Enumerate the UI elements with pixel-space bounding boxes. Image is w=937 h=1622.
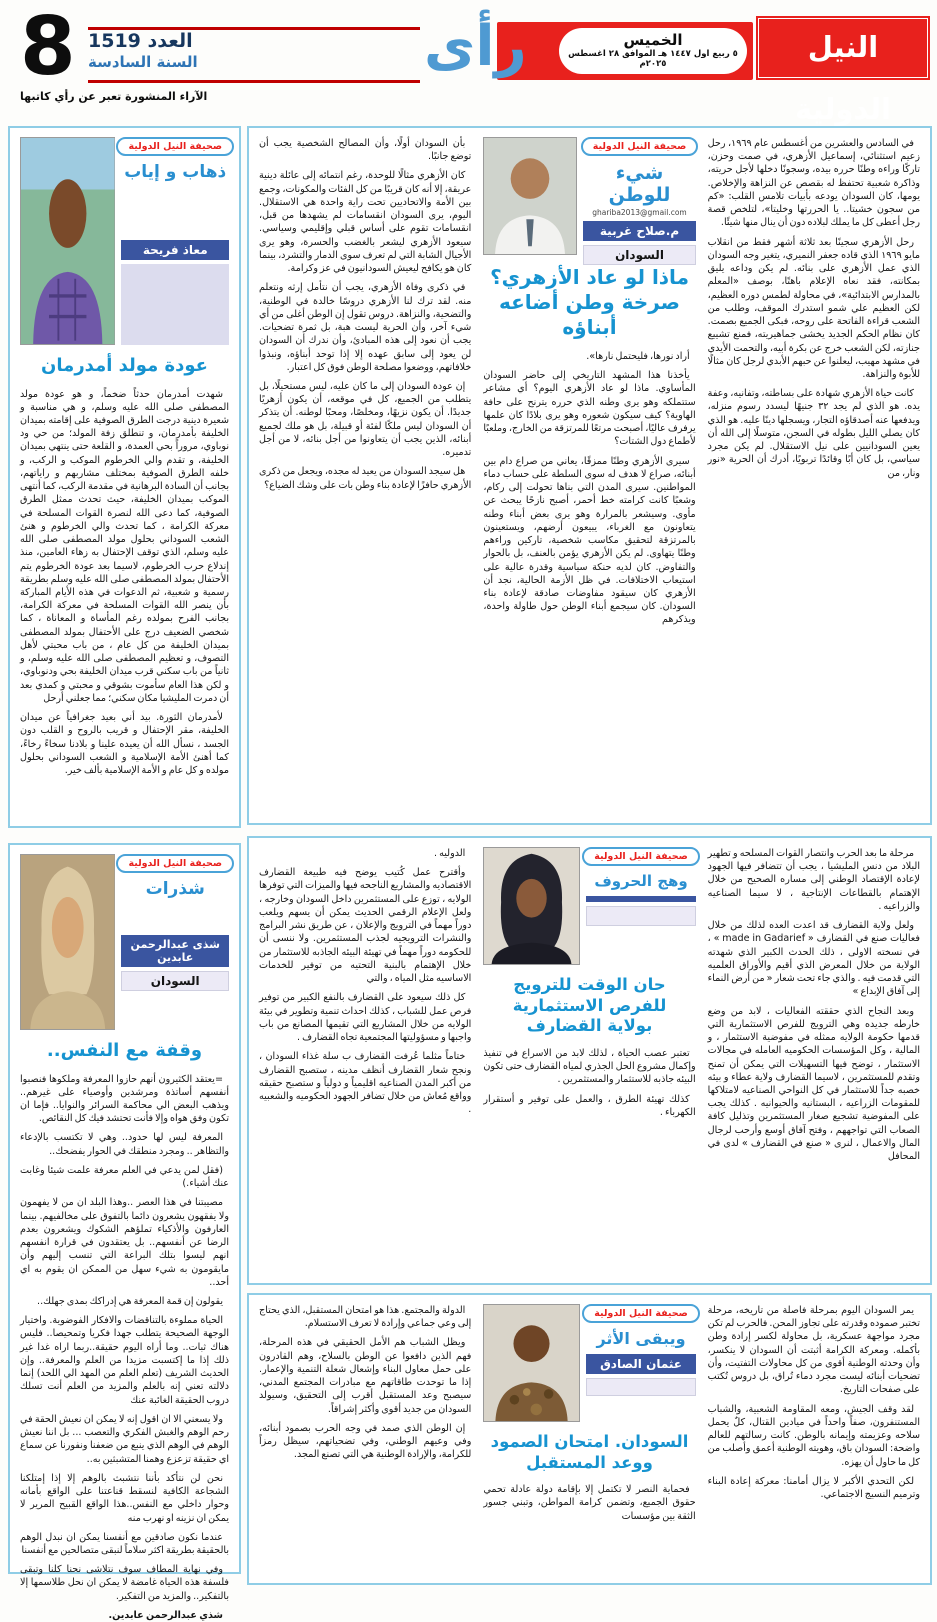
article-body: شهدت أمدرمان حدثاً ضخماً، و هو عودة مولد المصطفى صلى الله عليه وسلم، و هي مناسبة و شعيرة دينية درجت الطرق الصوفية على إقامته بميدان الخليفة بأمدرمان، و تنطلق زفة المولد؛ من حي ود نوباوي، مروراً بحي العمدة، و القلعة حتى ينتهي بميدان الخليفة، و تقدم والي الخرطوم الموكب و الركب، و خلفه الطرق الصوفية بمختلف مشاربهم و راياتهم، بجانب أن السادة البرهانية في مقدمة الركب، كما أنتهى الموكب بميدان الخليفة، حيث تحدث ممثل الطرق الصوفية، كما دعى الله لنصرة القوات المسلحة في معركة الكرامة ، كما تحدث والي الخرطوم و هنئ الشعب السوداني بحلول مولد المصطفى صلى الله عليه وسلم، الذي توقف الإحتفال به زهاء العامين، منذ إندلاع حرب الخرطوم، لاسيما بعد عودة الخرطوم يتم الأحتفال بمولد المصطفى صلى الله عليه وسلم بطريقة رسمية و شعبية، ثم الدعوات في هذه الأيام المباركة بأن ينصر الله القوات المسلحة في معركة الكرامة، بجانب الفرح بمولده رغم المأساة و المعاناة ، كما شخصي الضعيف درج على الأحتفال بمولد المصطفى بميدان الخليفة من كل عام ، من باب محبتي لأهل التصوف، و تعظيم المصطفى صلى الله عليه وسلم، و ثانياً من باب سكني قرب ميدان الخليفة بحي ودنوباوي، و لكن هذا العام سأموت بشوقي و محبتي و كمدي بعد أن دمرت المليشيا مكان سكني؛ مما جعلني أرحل لأمدرمان الثورة. بيد أني بعيد جغرافياً عن ميدان الخليفة، مقر الإحتفال و قريب بالروح و القلب دون الجسد ، نسأل الله أن يعيده علينا و بلادنا سخاءً رخاءً، كما أهنئ الأمة الإسلامية و الشعب السوداني بحلول مولده و كل عام و الأمة الإسلامية بألف خير. (20, 388, 229, 778)
column-name: شيء للوطن (583, 160, 695, 208)
column-name: وهج الحروف (586, 870, 695, 892)
author-name-bar (586, 896, 695, 902)
person-silhouette-icon (484, 1305, 579, 1421)
paper-badge: صحيفة النيل الدولية (582, 1304, 700, 1323)
column-header (20, 854, 229, 1030)
athar-column-middle (483, 1304, 695, 1574)
author-photo (483, 137, 577, 255)
author-photo (483, 847, 580, 965)
article-gadarif (247, 836, 932, 1285)
azhari-column-right: في السادس والعشرين من أغسطس عام ١٩٦٩، رحل زعيم استثنائي، إسماعيل الأزهري، في صمت وحزن، تاركًا وراءه وطنًا حرره بيده، وسجونًا دخلها لأجل حريته، وذاكرة شعبية تحتفظ له بقصص عن النزاهة والإخلاص. يومها، كان السودان يودعه بأبيات تلامس القلب: «كم من سجون خشيتا.. يا الحررتها وخليتا»، لتلخص قصة رجل أعطى كل ما يملك لبلاده دون أن ينال منها شيئًا. رحل الأزهري سجينًا بعد ثلاثة أشهر فقط من انقلاب مايو ١٩٦٩ الذي قاده جعفر النميري، يتغير وجه السودان الذي عمل الأزهري على بنائه. لم يكن وداعه يليق بمكانته، فقد نعاه الإعلام باهتًا، بوصف «المعلم بالمدارس الابتدائية»، في محاولة لطمس دوره العظيم، لكن العظيم علي شمو استدرك الموقف، وطلب من الشعب قراءة الفاتحة على روحه، فبكى الجميع بصمت. كان نظام الحكم الجديد يخشى جماهيريته، فمنع تشييع جنازته، لكن الشعب خرج عن بكرة أبيه، والتحمت الأيدي في مشهد مهيب، ليعلنوا عن حبهم الأبدي لرجل كان مثالًا للأبوة والنزاهة. كانت حياة الأزهري شهادة على بساطته، وتفانيه، وعفة يده. هو الذي لم يجد ٣٢ جنيهًا ليسدد رسوم منزله، ويدفعها عنه أصدقاؤه التجار، ويسجلها دينًا عليه. هو الذي كان يصلي الليل بطوله في السجن، متوسلًا إلى الله أن يعين السودانيين على نيل الاستقلال. لم يكن مجرد سياسي، بل كان أبًا وقائدًا تربويًا، أدرك أن الحرية «نور ونار، من (708, 137, 920, 814)
date-line: ٥ ربيع اول ١٤٤٧ هـ الموافق ٢٨ اغسطس ٢٠٢٥م (559, 49, 747, 69)
column-name: ويبقى الأثر (586, 1327, 695, 1350)
article-body-middle: تعتبر عصب الحياة ، لذلك لابد من الاسراع في تنفيذ وإكمال مشروع الحل الجذري لمياه القضارف حتى تكون البيئه جاذبه للاستثمار والمستثمرين . كذلك تهيئة الطرق ، والعمل على توفير و أستقرار الكهرباء . (483, 1047, 695, 1119)
article-title: حان الوقت للترويج للفرص الاستثمارية بولاية القضارف (487, 975, 691, 1037)
country-bar (586, 1378, 695, 1396)
article-title: ماذا لو عاد الأزهري؟ صرخة وطن أضاعه أبناؤه (487, 265, 691, 340)
article-body-middle: أراد نورها، فليحتمل نارها». يأخذنا هذا المشهد التاريخي إلى حاضر السودان المأساوي. ماذا لو عاد الأزهري اليوم؟ أي مشاعر ستتملكه وهو يرى وطنه الذي حرره يترنح على حافة الهاوية؟ كيف سيكون شعوره وهو يرى بلادًا كان علمها يرفرف عاليًا، أصبحت مرتعًا للمرتزقة من الخارج، وملعبًا لأطماع دول الشتات؟ سيرى الأزهري وطنًا ممزقًا، يعاني من صراع دام بين أبنائه، صراع لا هدف له سوى السلطة على حساب دماء المواطنين. سيرى المدن التي بناها تحولت إلى ركام، وشعبًا كانت كرامته خط أحمر، أصبح نازحًا يبحث عن مأوى. وسيشعر بالمرارة وهو يرى بعض أبناء وطنه يتعاونون مع الغرباء، يبيعون أرضهم، ويستعينون بالمرتزقة لتحقيق مكاسب شخصية، تاركين وراءهم وطنًا يتهاوى. لم يكن الأزهري يؤمن بالعنف، بل بالحوار والتفاوض. كان لديه حنكة سياسية وقدرة عالية على استيعاب الاختلافات. في ظل الأزمة الحالية، نجد أن الأزهري كان سيقود مفاوضات صادقة لإعادة بناء السودان. كان سيجمع أبناء الوطن حول طاولة واحدة، ويذكرهم (483, 350, 695, 627)
header-rule-bottom (88, 80, 420, 83)
author-photo (20, 854, 115, 1030)
author-name-bar: م.صلاح غربية (583, 221, 695, 241)
athar-column-left: الدولة والمجتمع. هذا هو امتحان المستقبل، الذي يحتاج إلى وعي جماعي وإرادة لا تعرف الاستسلام. ويظل الشباب هم الأمل الحقيقي في هذه المرحلة، فهم الذين دافعوا عن الوطن بالسلاح، وهم القادرون على حمل معاول البناء وإشعال شعلة التنمية والإعمار. إذا ما توحدت طاقاتهم مع مبادرات المجتمع المدني، سيصبح وعد المستقبل أقرب إلى التحقيق، وسيولد السودان من جديد أقوى وأكثر إشراقاً. إن الوطن الذي صمد في وجه الحرب بصمود أبنائه، وفي وعيهم الوطني، وفي تضحياتهم، سيظل رمزاً للكرامة، والإرادة الوطنية هي التي تصنع المجد. (259, 1304, 471, 1574)
column-name: شذرات (121, 877, 229, 901)
gadarif-column-middle (483, 847, 695, 1274)
person-silhouette-icon (21, 855, 114, 1029)
gadarif-column-right: مرحلة ما بعد الحرب وانتصار القوات المسلحه و تطهير البلاد من دنس المليشيا ، يجب أن تتضافر فيها الجهود لإعادة الإقتصاد الوطني إلى مساره الصحيح من خلال الإهتمام بالقطاعات الإنتاجية ، لا سيما الصناعيه والزراعيه . ولعل ولاية القضارف قد اعدت العده لذلك من خلال فعاليات صنع في القضارف « made in Gadarief » ، في نسخته الاولى ، ذلك الحدث الكبير الذي شهدته الولاية من خلال المعرض الذي أقيم والأوراق العلميه التي قدمت فيه . والذي جاء تحت شعار « من أرض النماء إلى آفاق الإبداع » وبعد النجاح الذي حققته الفعاليات ، لابد من وضع خارطه جديده وهي الترويج للفرص الاستثمارية التي قدمها حكومة الولايه ممثله في مفوضية الاستثمار ، و المالية ، وكل المؤسسات الحكوميه العامله في مجالات الاستثمار ، توضح فيها التسهيلات التي يمكن أن تمنح وتقدم للمستثمرين ، لاسيما القضارف ولاية عطاء و بيئه خصبه جداً للاستثمار في كل النواحي الصناعيه لامتلاكها للمقومات الزراعيه ، البستانيه والحيوانيه . كذلك يجب على المفوضية تشجيع صغار المستثمرين وتذليل كافة الصعاب التي تواجههم ، وفتح آفاق أوسع وأرحب لرجال المال والاعمال ، لنرى « صنع في القضارف » لدى في المحافل (708, 847, 920, 1274)
label-filler (121, 264, 229, 345)
author-email: ghariba2013@gmail.com (583, 208, 695, 217)
person-silhouette-icon (484, 848, 579, 964)
column-header (483, 1304, 695, 1422)
issue-year: السنة السادسة (88, 53, 198, 71)
paper-badge: صحيفة النيل الدولية (582, 847, 700, 866)
author-name-bar: شذى عبدالرحمن عابدين (121, 935, 229, 967)
article-title: وقفة مع النفس.. (24, 1040, 225, 1063)
author-photo (483, 1304, 580, 1422)
issue-number: العدد 1519 (88, 30, 193, 52)
date-pill (559, 28, 747, 74)
column-name: ذهاب و إياب (121, 160, 229, 184)
author-photo (20, 137, 115, 345)
article-title: السودان. امتحان الصمود ووعد المستقبل (487, 1432, 691, 1473)
azhari-column-left: بأن السودان أولًا، وأن المصالح الشخصية يجب أن توضع جانبًا. كان الأزهري مثالًا للوحدة، رغم انتمائه إلى عائلة دينية عريقة، إلا أنه كان قريبًا من كل الفئات والمكونات، وجمع بين الأمة والاتحاديين تحت راية واحدة هي الاستقلال. اليوم، يرى السودان انقسامات لم يشهدها من قبل، انقسامات تقوم على أساس قبلي وإقليمي وسياسي. سيعود الأزهري ليشعر بالغضب والحسرة، وهو يرى الأجيال الشابة التي لم تعرف سوى الدمار والتشرد، بينما كان هو يكافح ليعيش السودانيون في عز وكرامة. في ذكرى وفاة الأزهري، يجب أن نتأمل إرثه ونتعلم منه. لقد ترك لنا الأزهري دروسًا خالدة في الوطنية، والتضحية، والنزاهة. دروس تقول إن الوطن أغلى من أي شيء آخر، وأن الحرية ليست هبة، بل ثمرة تضحيات. يجب أن نعود إلى هذه المبادئ، وأن ندرك أن السودان لن يعود إلى سابق عهده إلا إذا توحد أبناؤه، ونبذوا خلافاتهم، ووضعوا مصلحة الوطن فوق كل اعتبار. إن عودة السودان إلى ما كان عليه، ليس مستحيلًا، بل يتطلب من الجميع، كل في موقعه، أن يكون أزهريًا جديدًا. أن يكون نزيهًا، ومخلصًا، ومحبًا لوطنه. أن يتذكر أن السودان ليس ملكًا لفئة أو قبيلة، بل هو ملك لجميع أبنائه، الذين يجب أن يتعاونوا من أجل بنائه، لا من أجل تدميره. هل سيجد السودان من يعيد له مجده، ويجعل من ذكرى الأزهري حافزًا لإعادة بناء وطن بات على وشك الضياع؟ (259, 137, 471, 814)
article-body: =يعتقد الكثيرون أنهم حازوا المعرفة وملكوها فنصبوا أنفسهم أساتذة ومرشدين وأوصياء على غيرهم.. ويذهب البعض الي محاكمة السرائر والنوايا.. فإما ان تكون وفق هواه وإلا فأنت تحتشد فيك كل النقائص. المعرفة ليس لها حدود.. وهي لا تكتسب بالإدعاء والتظاهر .. ومجرد منطقك في الحوار يفضحك.. (فقل لمن يدعي في العلم معرفة علمت شيئا وغابت عنك أشياء.) مصيبتنا في هذا العصر ..وهذا البلد ان من لا يفهمون ولا يفقهون يشعرون دائما بالتفوق على مخالفيهم. بينما العارفون والأذكياء تملؤهم الشكوك ويشعرون بعدم الرضا عن أنفسهم.. بل يعتقدون في قرارة انفسهم انهم ليسوا بتلك البراعة التي تنسب إليهم وأن مايقومون به شيء سهل من الممكن ان يقوم به اي أحد.. يقولون إن قمة المعرفة هي إدراكك بمدى جهلك.. الحياة مملوءة بالتناقضات والافكار الفوضوية. واختيار الوجهة الصحيحة يتطلب جهدا فكريا وتمحيصا.. فليس هناك ثبات.. وما أراه اليوم حقيقة..ربما اراه غدا غير ذلك إذا ما إكتسبت مزيدا من العلم والمعرفة.. وإن الحديث الشريف (تعلم العلم من المهد الي اللحد) إنما دلالته تعني إنه بالعلم والمزيد من العلم أنت تسلك دروب الحقيقة الغائبة عنك ولا يسعني الا ان اقول إنه لا يمكن ان نعيش الحقة في رحم الوهم والغبش الفكري والتعصب ... بل اننا نعيش الوهم في الوهم الذي ينبع من ضعفنا ونفورنا عن سماع اي حقيقة تزعزع وهمنا المتشبثين به.. نحن لن نتأكد بأننا نتشبث بالوهم إلا إذا إمتلكنا الشجاعة الكافية لنسقط قناعتنا على الواقع بأمانه وحوار داخلي مع النفس..هذا الواقع القبيح المرير لا يمكن ان نزينه او نهرب منه عندما نكون صادقين مع أنفسنا يمكن ان نبدل الوهم بالحقيقة بطريقة اكثر سلاماً لنبقى متصالحين مع أنفسنا وفي نهاية المطاف سوف نتلاشى نحنا كلنا وتبقى فلسفة هذه الحياة غامضة لا يمكن ان نحل طلاسمها إلا بالتفكير.. والمزيد من التفكير. شذي عبدالرحمن عابدين. (20, 1073, 229, 1622)
paper-logo: النيل الدولية (756, 16, 930, 80)
paper-badge: صحيفة النيل الدولية (116, 137, 234, 156)
article-molid (8, 126, 241, 828)
gadarif-column-left: الدوليه . وأقترح عمل كُتيب يوضح فيه طبيعة القضارف الاقتصاديه والمشاريع الناجحه فيها والميزات التي توفرها الولايه ، توزع على المستثمرين داخل السودان وخارجه ، ولعل الإعلام الرقمي الحديث يمكن أن يسهم ويلعب دوراً مهماً في الترويج والإعلان ، عن طريق نشر البرامج والنشرات الترويجيه لجذب المستثمرين. ولا ننسى أن للحكومه دوراً مهماً في تهيئة البيئه الجاذبه للاستثمار من خلال الإهتمام بالبنية التحتيه من توفير للخدمات الاساسيه مثل المياه ، والتي كل ذلك سيعود على القضارف بالنفع الكبير من توفير فرص عمل للشباب ، كذلك احداث تنمية وتطوير في بيئة الولايه من خلال المشاريع التي تقيمها المصانع من باب واجبها و مسؤوليتها المجتمعية تجاه القضارف . ختاماً مثلما عُرفت القضارف ب سلة غذاء السودان ، ونجح شعار القضارف أنظف مدينه ، ستصبح القضارف من أكبر المدن الصناعيه اقليمياً و دولياً و ستصبح حقيقه وواقع مُعاش من خلال تضافر الجهود الحكوميه والشعبيه . (259, 847, 471, 1274)
article-athar (247, 1293, 932, 1585)
country-bar: السودان (121, 971, 229, 991)
person-silhouette-icon (21, 138, 114, 344)
column-header (483, 847, 695, 965)
opinion-disclaimer: الآراء المنشورة تعبر عن رأي كاتبها (20, 90, 207, 103)
section-logo: رأى (424, 14, 527, 79)
author-name-bar: معاذ فريحة (121, 240, 229, 260)
azhari-column-middle (483, 137, 695, 814)
country-bar (586, 906, 695, 926)
paper-badge: صحيفة النيل الدولية (581, 137, 699, 156)
page-number: 8 (20, 0, 76, 93)
country-bar: السودان (583, 245, 695, 265)
date-box (497, 22, 753, 80)
article-body-middle: فحماية النصر لا تكتمل إلا بإقامة دولة عادلة تحمي حقوق الجميع، وتضمن كرامة المواطن، وتبني جسور الثقة بين مؤسسات (483, 1483, 695, 1523)
issue-info (88, 30, 420, 71)
day-label: الخميس (559, 32, 747, 49)
person-silhouette-icon (484, 138, 576, 254)
column-header (20, 137, 229, 345)
athar-column-right: يمر السودان اليوم بمرحلة فاصلة من تاريخه، مرحلة تختبر صموده وقدرته على تجاوز المحن. فالحرب لم تكن مجرد مواجهة عسكرية، بل محاولة لكسر إرادة وطن بأكمله. ومعركة الكرامة أثبتت أن السودان لا ينكسر، وأن وحدته الوطنية أقوى من كل محاولات التفتيت، وأن تضحيات أبنائه ليست مجرد دماء تُراق، بل دروس تُكتب على صفحات التاريخ. لقد وقف الجيش، ومعه المقاومة الشعبية، والشباب المستنفرون، صفاً واحداً في ميادين القتال، كلٌ يحمل سلاحه وعزيمته وإيمانه بالوطن. كانت رسالتهم للعالم واضحة: السودان باق، وهويته الوطنية أعمق وأصلب من كل ما حاول أن يهزه. لكن التحدي الأكبر لا يزال أمامنا: معركة إعادة البناء وترميم النسيج الاجتماعي. (708, 1304, 920, 1574)
author-name-bar: عثمان الصادق (586, 1354, 695, 1374)
paper-badge: صحيفة النيل الدولية (116, 854, 234, 873)
article-title: عودة مولد أمدرمان (24, 355, 225, 378)
column-header (483, 137, 695, 255)
article-shatharat (8, 843, 241, 1574)
article-azhari (247, 126, 932, 825)
